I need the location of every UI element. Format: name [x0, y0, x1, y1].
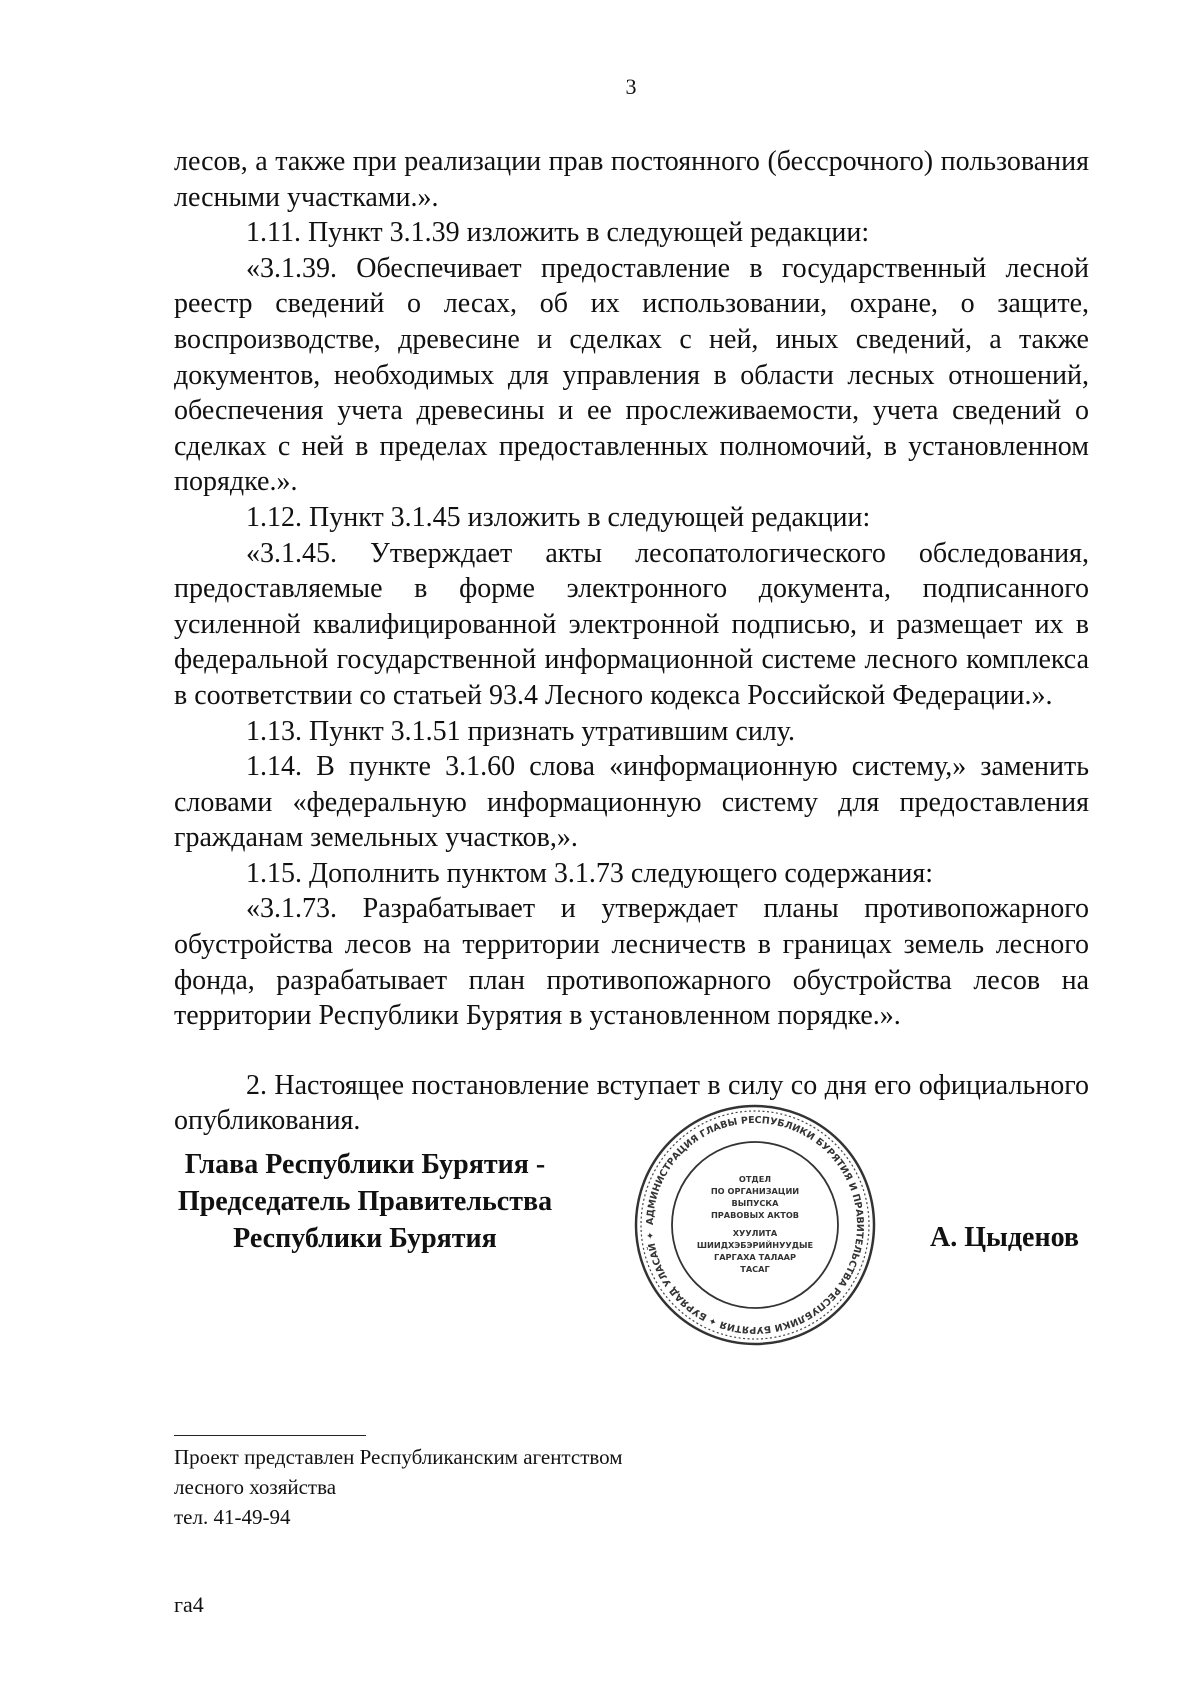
svg-text:ПО ОРГАНИЗАЦИИ: ПО ОРГАНИЗАЦИИ — [710, 1186, 800, 1196]
paragraph: 1.11. Пункт 3.1.39 изложить в следующей редакции: — [246, 217, 870, 249]
signatory-title — [150, 1146, 580, 1257]
svg-text:ГАРГАХА ТАЛААР: ГАРГАХА ТАЛААР — [713, 1252, 797, 1262]
paragraph: 1.15. Дополнить пунктом 3.1.73 следующего содержания: — [246, 857, 934, 889]
footnote-divider — [174, 1435, 366, 1436]
svg-text:ПРАВОВЫХ АКТОВ: ПРАВОВЫХ АКТОВ — [710, 1210, 800, 1220]
footnote-line: Проект представлен Республиканским агентством — [174, 1445, 623, 1469]
signatory-name: А. Цыденов — [930, 1222, 1080, 1253]
footnote — [174, 1442, 623, 1532]
document-code: га4 — [174, 1592, 204, 1617]
footnote-line: лесного хозяйства — [174, 1475, 337, 1499]
paragraph: лесов, а также при реализации прав постоянного (бессрочного) пользования лесными участками.». — [174, 146, 1089, 213]
official-stamp — [630, 1100, 880, 1350]
svg-text:ХУУЛИТА: ХУУЛИТА — [732, 1228, 778, 1238]
signatory-title-line: Председатель Правительства — [177, 1186, 553, 1217]
svg-text:ШИИДХЭБЭРИЙНУУДЫЕ: ШИИДХЭБЭРИЙНУУДЫЕ — [696, 1240, 814, 1250]
paragraph: «3.1.45. Утверждает акты лесопатологического обследования, предоставляемые в форме электронного документа, подписанного усиленной квалифицированной электронной подписью, и размещает их в федеральной государственной информационной системе лесного комплекса в соответствии со статьей 93.4 Лесного кодекса Российской Федерации.». — [174, 537, 1089, 711]
paragraph: «3.1.73. Разрабатывает и утверждает планы противопожарного обустройства лесов на территории лесничеств в границах земель лесного фонда, разрабатывает план противопожарного обустройства лесов на территории Республики Бурятия в установленном порядке.». — [174, 893, 1089, 1032]
signatory-title-line: Республики Бурятия — [233, 1223, 497, 1254]
page-number: 3 — [625, 74, 637, 99]
paragraph: 1.12. Пункт 3.1.45 изложить в следующей редакции: — [246, 501, 871, 533]
footnote-phone: тел. 41-49-94 — [174, 1505, 291, 1529]
paragraph: 1.14. В пункте 3.1.60 слова «информационную систему,» заменить словами «федеральную информационную систему для предоставления гражданам земельных участков,». — [174, 751, 1089, 854]
svg-text:ОТДЕЛ: ОТДЕЛ — [738, 1174, 772, 1184]
paragraph: «3.1.39. Обеспечивает предоставление в государственный лесной реестр сведений о лесах, об их использовании, охране, о защите, воспроизводстве, древесине и сделках с ней, иных сведений, а также документов, необходимых для управления в области лесных отношений, обеспечения учета древесины и ее прослеживаемости, учета сведений о сделках с ней в пределах предоставленных полномочий, в установленном порядке.». — [174, 252, 1089, 498]
paragraph: 2. Настоящее постановление вступает в силу со дня его официального опубликования. — [174, 1069, 1089, 1137]
document-body — [174, 144, 1089, 1139]
svg-text:ВЫПУСКА: ВЫПУСКА — [731, 1198, 779, 1208]
svg-text:ТАСАГ: ТАСАГ — [740, 1264, 770, 1274]
signatory-title-line: Глава Республики Бурятия - — [184, 1149, 546, 1180]
paragraph: 1.13. Пункт 3.1.51 признать утратившим силу. — [246, 715, 795, 747]
svg-text:АДМИНИСТРАЦИЯ ГЛАВЫ РЕСПУБЛИКИ: АДМИНИСТРАЦИЯ ГЛАВЫ РЕСПУБЛИКИ БУРЯТИЯ И ПРАВИТЕЛЬСТВА РЕСПУБЛИКИ БУРЯТИЯ ✦ БУРЯАД УЛАСАЙ ✦ — [644, 1114, 866, 1336]
